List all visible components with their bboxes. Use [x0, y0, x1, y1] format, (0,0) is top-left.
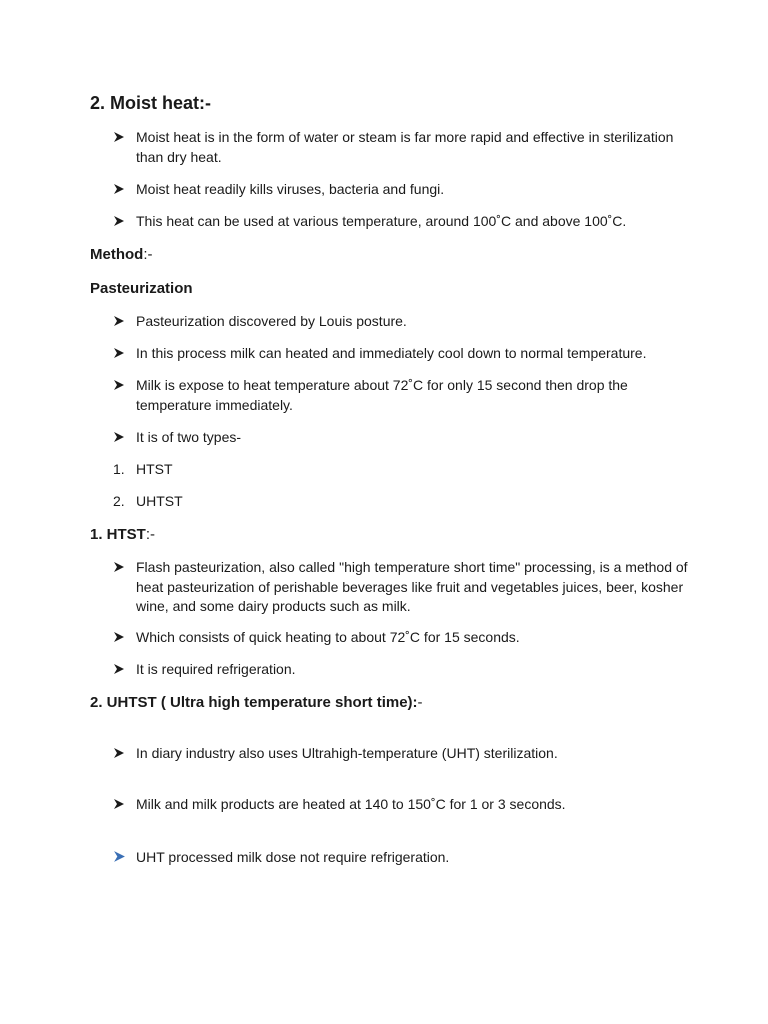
bullet-text: This heat can be used at various temperature, around 100˚C and above 100˚C. — [136, 213, 627, 229]
bullet-text: It is of two types- — [136, 429, 242, 445]
method-heading — [90, 246, 153, 263]
arrowhead-bullet-icon — [113, 131, 125, 143]
arrowhead-bullet-icon — [113, 347, 125, 359]
arrowhead-bullet-icon — [113, 431, 125, 443]
uhtst-suffix: - — [417, 694, 423, 711]
bullet-text: Milk and milk products are heated at 140 to 150˚C for 1 or 3 seconds. — [136, 796, 566, 812]
bullet-text: Milk is expose to heat temperature about 72˚C for only 15 second then drop the temperature immediately. — [136, 377, 628, 413]
list-number: 2. — [113, 493, 125, 509]
bullet-text: In diary industry also uses Ultrahigh-temperature (UHT) sterilization. — [136, 745, 558, 761]
arrowhead-bullet-icon — [113, 315, 125, 327]
bullet-text: Which consists of quick heating to about 72˚C for 15 seconds. — [136, 629, 520, 645]
uhtst-heading — [90, 694, 423, 711]
bullet-text: UHT processed milk dose not require refrigeration. — [136, 849, 450, 865]
arrowhead-bullet-icon — [113, 183, 125, 195]
method-label: Method — [90, 246, 144, 263]
arrowhead-bullet-icon — [113, 631, 125, 643]
bullet-text: Flash pasteurization, also called "high temperature short time" processing, is a method of heat pasteurization of perishable beverages like fruit and vegetables juices, beer, kosher wine, and some dairy products such as milk. — [136, 559, 688, 614]
bullet-text: Pasteurization discovered by Louis posture. — [136, 313, 407, 329]
arrowhead-bullet-icon — [113, 215, 125, 227]
method-suffix: :- — [143, 246, 153, 263]
bullet-text: In this process milk can heated and immediately cool down to normal temperature. — [136, 345, 647, 361]
list-number: 1. — [113, 461, 125, 477]
arrowhead-bullet-icon — [113, 747, 125, 759]
section-title: 2. Moist heat:- — [90, 93, 212, 113]
arrowhead-bullet-icon — [113, 561, 125, 573]
arrowhead-bullet-icon — [113, 798, 125, 810]
arrowhead-bullet-icon — [113, 663, 125, 675]
arrowhead-bullet-icon — [113, 379, 125, 391]
htst-suffix: :- — [145, 526, 156, 543]
bullet-text: Moist heat is in the form of water or steam is far more rapid and effective in sterilization than dry heat. — [136, 129, 674, 165]
htst-title: 1. HTST — [90, 526, 146, 543]
arrowhead-bullet-icon-accent — [113, 850, 125, 862]
bullet-text: It is required refrigeration. — [136, 661, 296, 677]
bullet-text: Moist heat readily kills viruses, bacteria and fungi. — [136, 181, 445, 197]
pasteurization-heading: Pasteurization — [90, 280, 193, 297]
list-text: UHTST — [136, 493, 183, 509]
htst-heading — [90, 526, 155, 543]
uhtst-title: 2. UHTST ( Ultra high temperature short time): — [90, 694, 418, 711]
list-text: HTST — [136, 461, 173, 477]
